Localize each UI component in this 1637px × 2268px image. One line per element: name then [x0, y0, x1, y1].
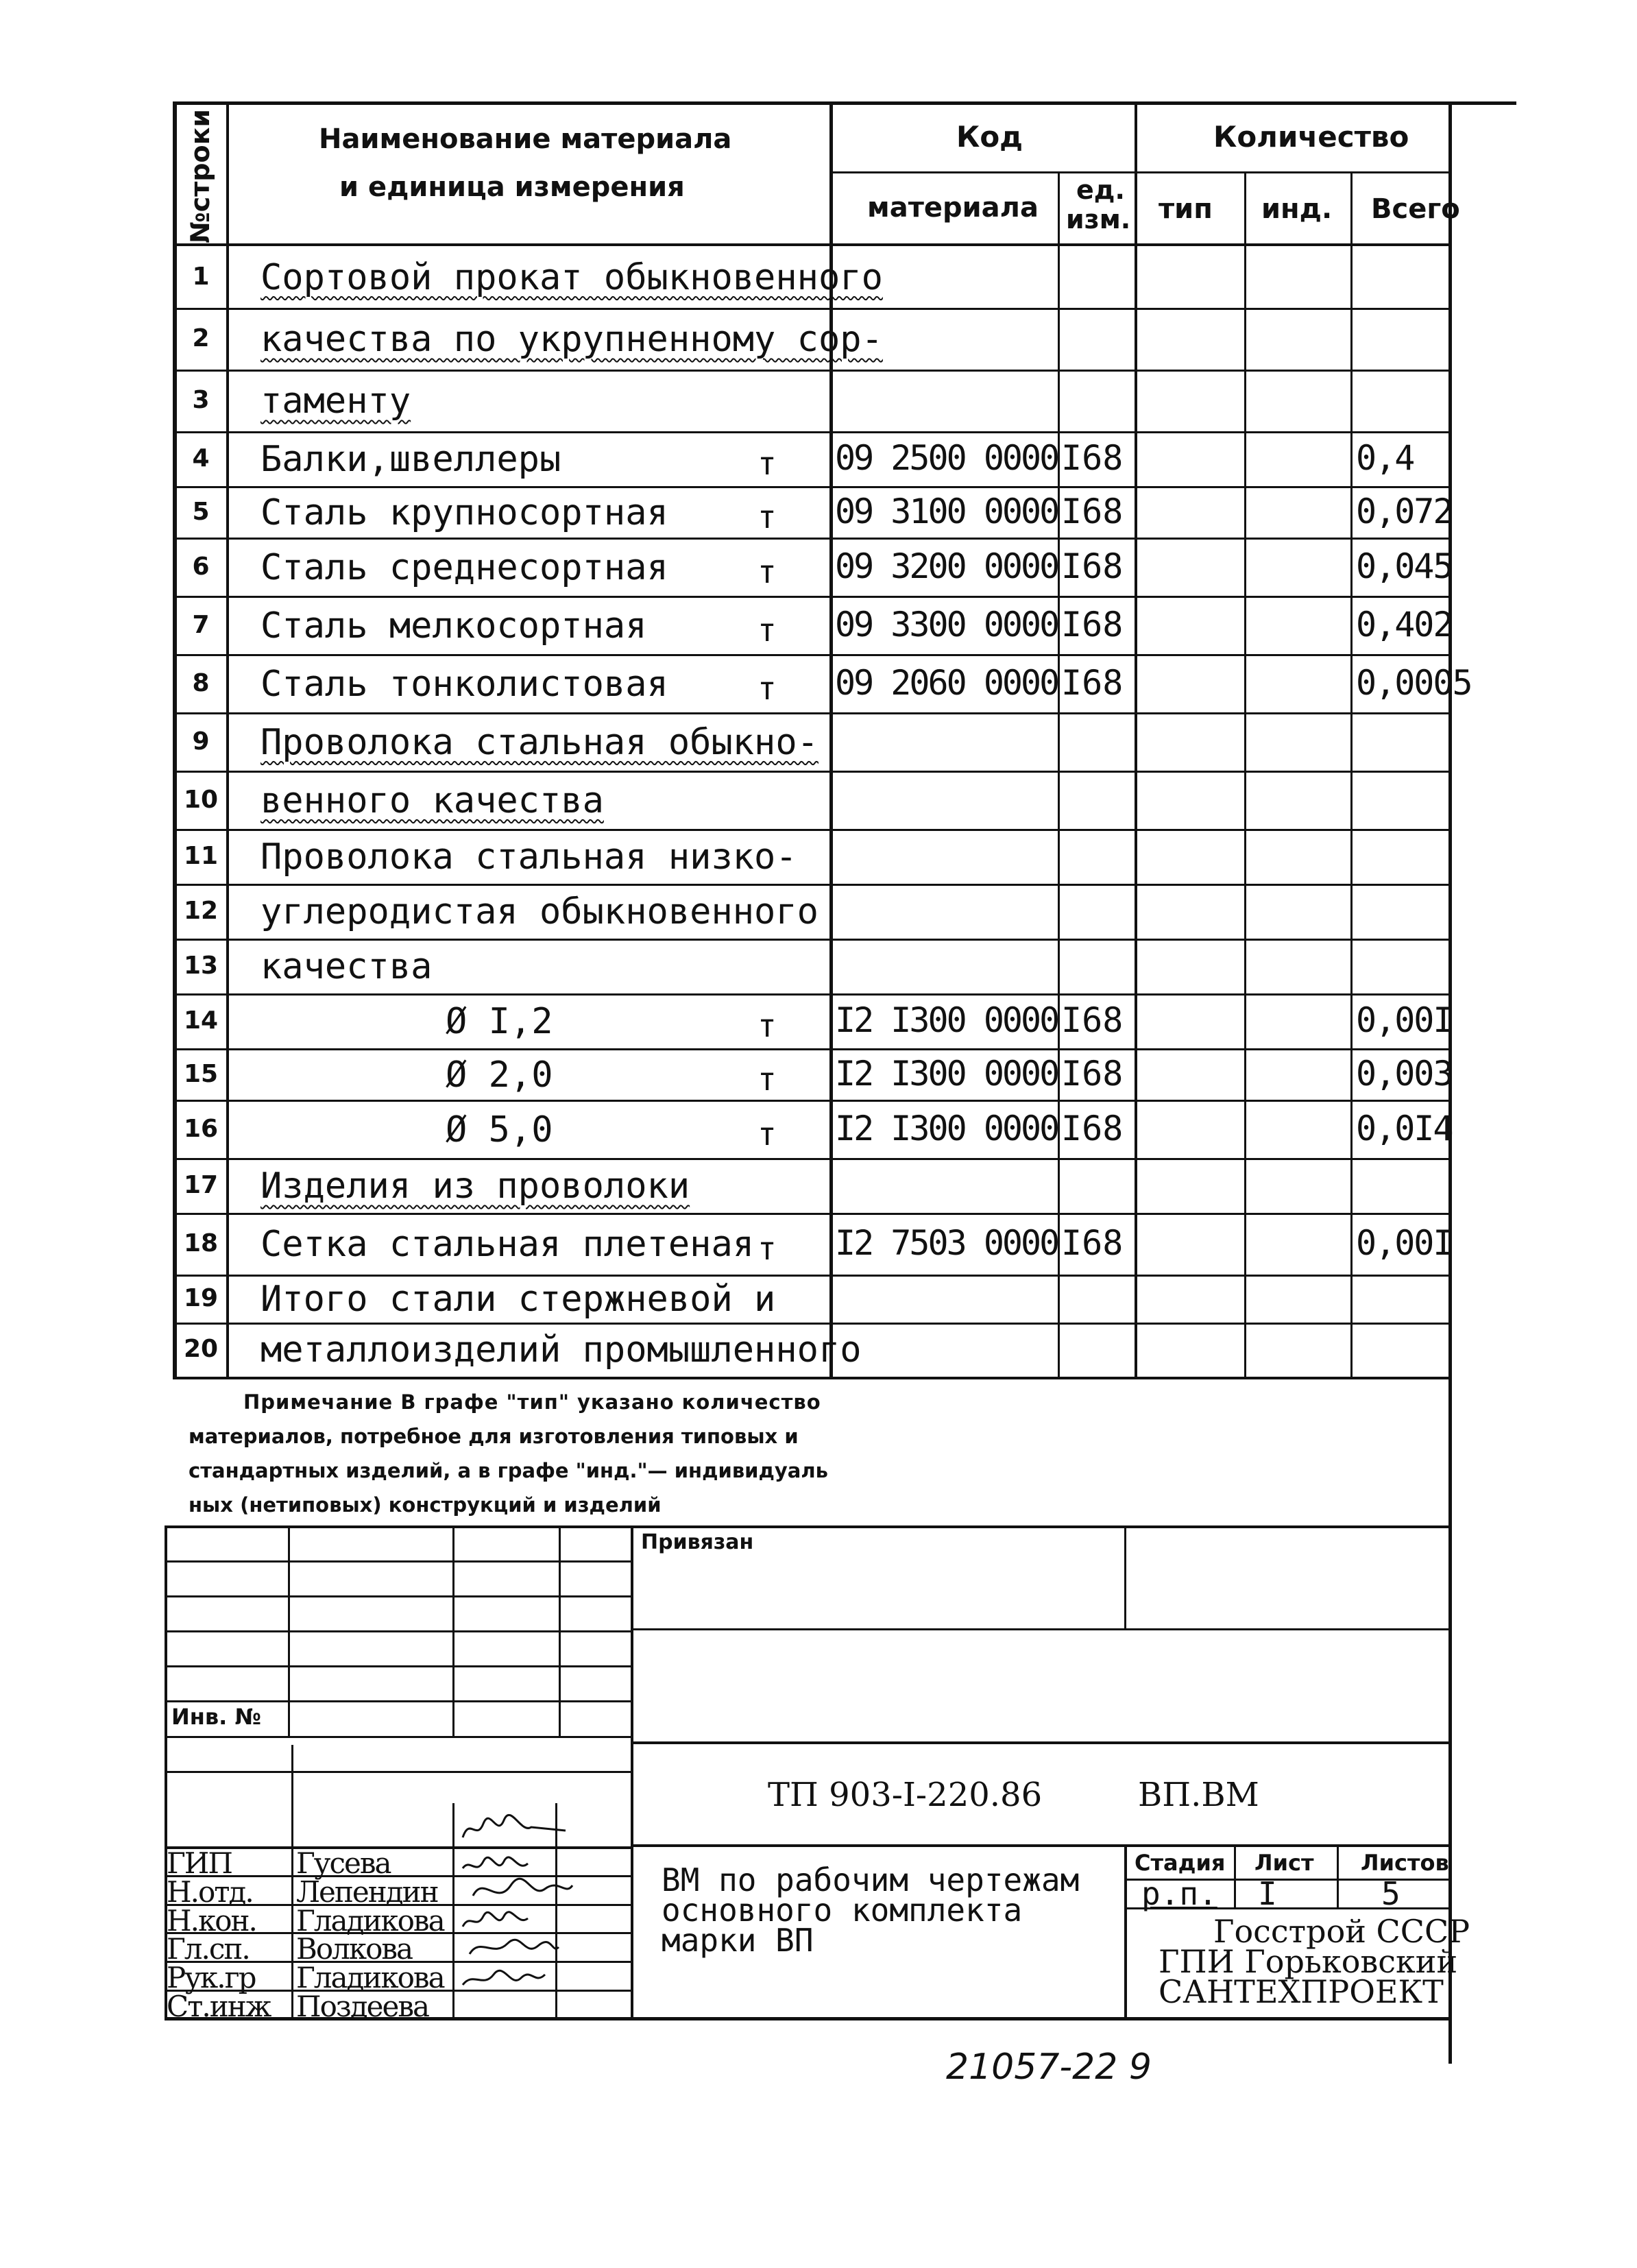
material-name: Проволока стальная обыкно-: [260, 721, 818, 763]
qty-ind-header: инд.: [1261, 193, 1333, 225]
signatory-role: Рук.гр: [167, 1961, 256, 1994]
sheets-label: Листов: [1361, 1850, 1449, 1876]
note: [189, 1385, 828, 1522]
measure-unit: т: [757, 1230, 777, 1267]
signature-scribbles: [456, 1810, 600, 2016]
row-number: 16: [183, 1114, 219, 1143]
signatory-name: Лепендин: [296, 1875, 438, 1909]
row-number: 3: [192, 386, 210, 414]
quantity-total: 0,072: [1356, 491, 1453, 531]
material-name: Ø 5,0: [446, 1109, 553, 1150]
title-line-3: марки ВП: [662, 1922, 814, 1959]
sheets-value: 5: [1381, 1875, 1400, 1912]
inv-number-label: Инв. №: [171, 1704, 261, 1730]
unit-code: I68: [1061, 438, 1124, 478]
quantity-total: 0,045: [1356, 546, 1453, 586]
code-unit-header-1: ед.: [1076, 175, 1125, 205]
row-number: 17: [183, 1171, 219, 1199]
quantity-total: 0,0I4: [1356, 1108, 1453, 1148]
quantity-total: 0,4: [1356, 438, 1414, 478]
measure-unit: т: [757, 1007, 777, 1044]
material-code: I2 I300 0000: [835, 1000, 1058, 1040]
row-number: 19: [183, 1284, 219, 1312]
row-number: 18: [183, 1229, 219, 1257]
material-code: I2 7503 0000: [835, 1223, 1058, 1263]
unit-code: I68: [1061, 662, 1124, 703]
code-unit-header-2: изм.: [1066, 204, 1131, 234]
signatory-role: Н.отд.: [167, 1875, 253, 1909]
row-number: 5: [192, 497, 210, 526]
unit-code: I68: [1061, 604, 1124, 644]
material-name: Сортовой прокат обыкновенного: [260, 256, 883, 298]
material-name: Сталь мелкосортная: [260, 605, 647, 647]
material-code: 09 3200 0000: [835, 546, 1058, 586]
material-code: 09 2060 0000: [835, 662, 1058, 703]
signatory-name: Гусева: [296, 1846, 391, 1880]
sheet-label: Лист: [1254, 1850, 1314, 1876]
signatory-name: Поздеева: [296, 1990, 429, 2023]
material-name: качества: [260, 946, 433, 987]
material-name: Балки,швеллеры: [260, 439, 561, 480]
measure-unit: т: [757, 498, 777, 535]
note-line-1: Примечание В графе "тип" указано количество: [243, 1390, 821, 1414]
row-number: 9: [192, 727, 210, 756]
organization: [1159, 1913, 1470, 2010]
signatory-role: ГИП: [167, 1846, 232, 1880]
row-number: 2: [192, 324, 210, 352]
privyazan-label: Привязан: [641, 1530, 754, 1554]
row-number: 1: [192, 262, 210, 291]
qty-total-header: Всего: [1371, 193, 1460, 225]
stage-label: Стадия: [1135, 1850, 1226, 1876]
material-name: Проволока стальная низко-: [260, 836, 797, 878]
note-line-3: стандартных изделий, а в графе "инд."— индивидуаль: [189, 1459, 828, 1482]
material-name: Итого стали стержневой и: [260, 1279, 776, 1320]
row-number: 15: [183, 1059, 219, 1088]
material-code: 09 3100 0000: [835, 491, 1058, 531]
signatory-role: Гл.сп.: [167, 1932, 250, 1966]
name-header-line2: и единица измерения: [339, 171, 685, 203]
material-name: Сетка стальная плетеная: [260, 1224, 755, 1265]
measure-unit: т: [757, 611, 777, 649]
org-line-1: Госстрой СССР: [1213, 1913, 1470, 1950]
signatory-role: Ст.инж: [167, 1990, 271, 2023]
material-name: углеродистая обыкновенного: [260, 891, 818, 932]
unit-code: I68: [1061, 1108, 1124, 1148]
material-name: Ø 2,0: [446, 1054, 553, 1096]
document-code: ТП 903-I-220.86: [768, 1776, 1043, 1814]
title-line-1: ВМ по рабочим чертежам: [662, 1861, 1080, 1898]
org-line-2: ГПИ Горьковский: [1159, 1943, 1458, 1980]
row-number: 14: [183, 1006, 219, 1035]
material-name: таменту: [260, 381, 411, 422]
material-name: Сталь тонколистовая: [260, 663, 668, 705]
material-name: Ø I,2: [446, 1001, 553, 1042]
material-name: Изделия из проволоки: [260, 1166, 690, 1207]
row-number: 11: [183, 842, 219, 870]
qty-header: Количество: [1213, 120, 1409, 154]
signatory-name: Гладикова: [296, 1904, 444, 1938]
material-name: металлоизделий промышленного: [260, 1329, 862, 1371]
signatory-name: Волкова: [296, 1932, 413, 1966]
quantity-total: 0,00I: [1356, 1223, 1453, 1263]
measure-unit: т: [757, 669, 777, 707]
material-name: Сталь крупносортная: [260, 492, 668, 533]
material-code: I2 I300 0000: [835, 1108, 1058, 1148]
quantity-total: 0,402: [1356, 604, 1453, 644]
name-header-line1: Наименование материала: [319, 123, 732, 155]
quantity-total: 0,003: [1356, 1053, 1453, 1094]
row-number: 7: [192, 610, 210, 639]
note-line-2: материалов, потребное для изготовления типовых и: [189, 1425, 799, 1448]
document-mark: ВП.ВМ: [1138, 1776, 1259, 1814]
code-material-header: материала: [867, 192, 1039, 224]
row-number: 13: [183, 952, 219, 980]
title-line-2: основного комплекта: [662, 1892, 1023, 1929]
stage-value: р.п.: [1141, 1875, 1217, 1912]
code-header: Код: [956, 120, 1023, 154]
footer-number: 21057-22 9: [946, 2047, 1152, 2088]
org-line-3: САНТЕХПРОЕКТ: [1159, 1973, 1444, 2010]
unit-code: I68: [1061, 546, 1124, 586]
quantity-total: 0,0005: [1356, 662, 1472, 703]
signatory-role: Н.кон.: [167, 1904, 256, 1938]
row-number: 20: [183, 1335, 219, 1363]
material-code: 09 3300 0000: [835, 604, 1058, 644]
signatory-name: Гладикова: [296, 1961, 444, 1994]
unit-code: I68: [1061, 491, 1124, 531]
unit-code: I68: [1061, 1000, 1124, 1040]
qty-type-header: тип: [1159, 193, 1213, 225]
quantity-total: 0,00I: [1356, 1000, 1453, 1040]
note-line-4: ных (нетиповых) конструкций и изделий: [189, 1493, 662, 1517]
measure-unit: т: [757, 553, 777, 590]
row-number: 12: [183, 897, 219, 925]
material-name: Сталь среднесортная: [260, 546, 668, 588]
material-code: I2 I300 0000: [835, 1053, 1058, 1094]
material-name: венного качества: [260, 780, 604, 821]
unit-code: I68: [1061, 1053, 1124, 1094]
measure-unit: т: [757, 445, 777, 482]
unit-code: I68: [1061, 1223, 1124, 1263]
sheet-value: I: [1258, 1875, 1277, 1912]
row-number: 6: [192, 552, 210, 581]
measure-unit: т: [757, 1060, 777, 1098]
row-number: 8: [192, 668, 210, 697]
material-code: 09 2500 0000: [835, 438, 1058, 478]
material-name: качества по укрупненному сор-: [260, 319, 883, 360]
row-number: 4: [192, 444, 210, 472]
measure-unit: т: [757, 1115, 777, 1153]
row-number-header: №строки: [185, 109, 215, 243]
row-number: 10: [183, 785, 219, 814]
document-title: [662, 1861, 1080, 1959]
